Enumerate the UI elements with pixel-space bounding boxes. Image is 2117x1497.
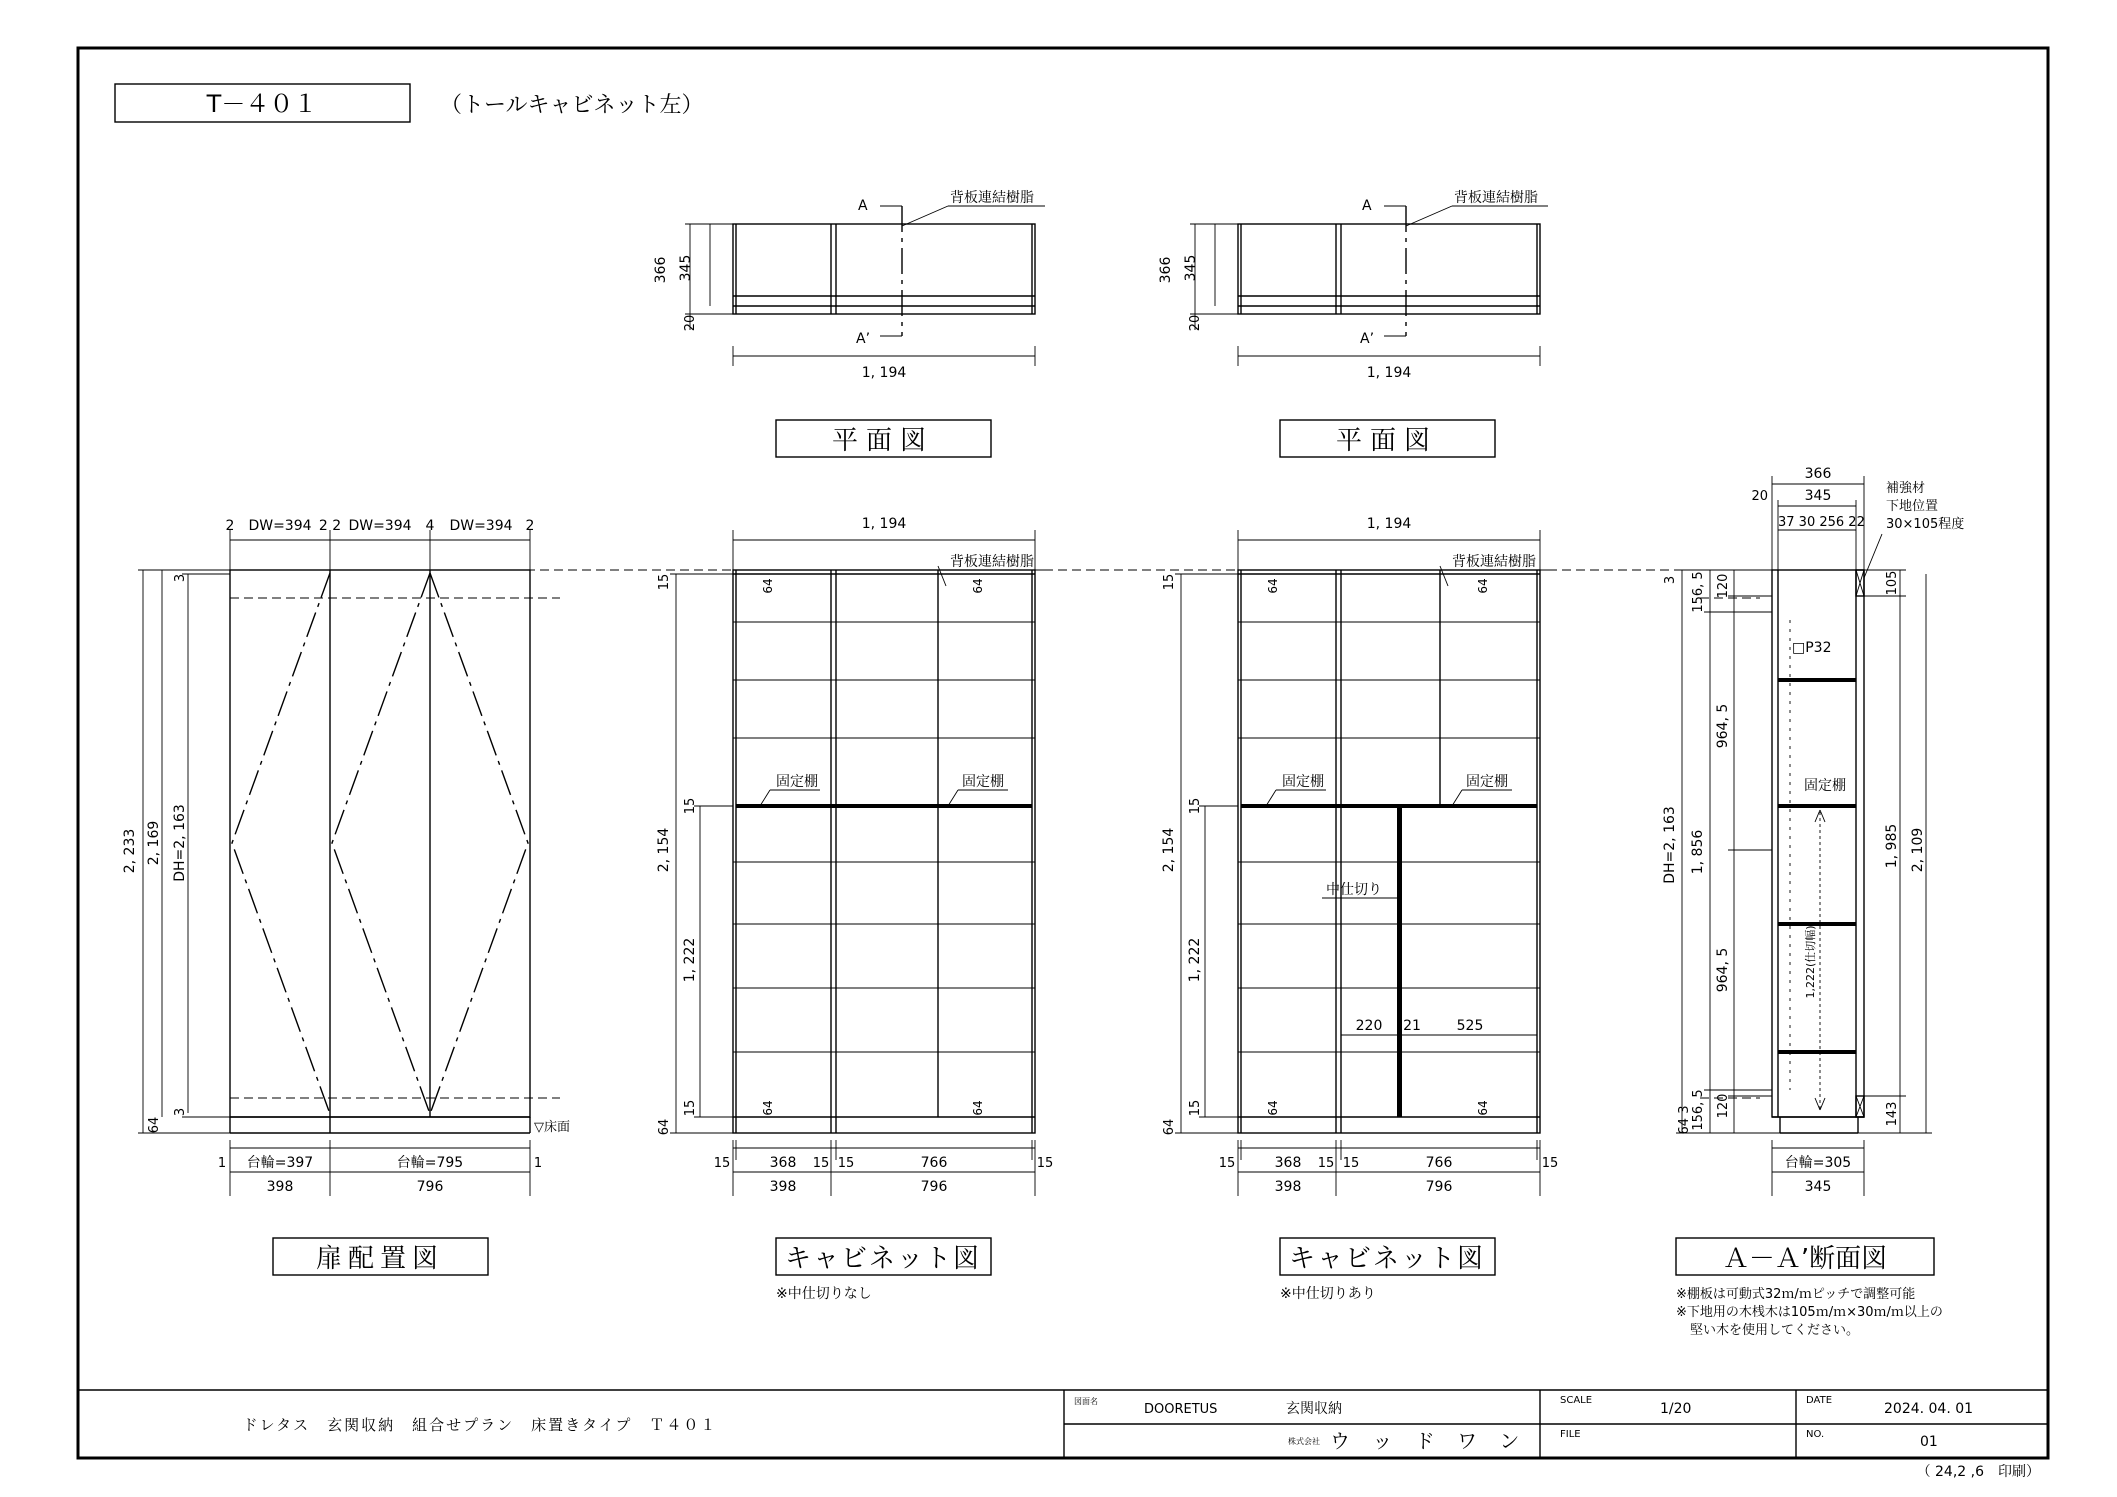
svg-text:220: 220 xyxy=(1355,1018,1383,1034)
section-dimensions xyxy=(1662,466,1964,1196)
svg-text:64: 64 xyxy=(1162,1118,1177,1136)
section-mark-a-prime: A’ xyxy=(856,331,871,347)
section-mark-a: A xyxy=(858,198,868,214)
svg-text:2, 154: 2, 154 xyxy=(1161,827,1177,873)
svg-text:3: 3 xyxy=(1663,575,1678,585)
reinforcement-label-2: 下地位置 xyxy=(1886,499,1939,514)
svg-text:1, 194: 1, 194 xyxy=(1366,516,1412,532)
svg-text:2 2: 2 2 xyxy=(318,518,342,534)
drawing-number: T－４０１ xyxy=(206,90,318,118)
svg-text:64: 64 xyxy=(1266,1100,1280,1116)
svg-text:64: 64 xyxy=(761,1100,775,1116)
height-2169: 2, 169 xyxy=(146,820,162,866)
door-height-dh: DH=2, 163 xyxy=(172,804,188,882)
svg-text:766: 766 xyxy=(920,1155,948,1171)
svg-text:64: 64 xyxy=(1476,578,1490,594)
dw-right: DW=394 xyxy=(449,518,513,534)
svg-text:15: 15 xyxy=(1218,1156,1236,1171)
section-note-3: 堅い木を使用してください。 xyxy=(1690,1323,1860,1338)
door-layout-title: 扉配置図 xyxy=(315,1244,445,1274)
section-note-1: ※棚板は可動式32ｍ/ｍピッチで調整可能 xyxy=(1676,1287,1916,1302)
pitch-label: □P32 xyxy=(1792,640,1832,656)
svg-text:1, 222: 1, 222 xyxy=(682,937,698,983)
svg-text:15: 15 xyxy=(837,1156,855,1171)
svg-text:64: 64 xyxy=(971,1100,985,1116)
drawing-subtitle: （トールキャビネット左） xyxy=(440,93,704,118)
svg-text:64 3: 64 3 xyxy=(1677,1105,1692,1135)
svg-text:15: 15 xyxy=(1036,1156,1054,1171)
cabinet-2-title: キャビネット図 xyxy=(1288,1244,1486,1274)
svg-text:796: 796 xyxy=(416,1179,444,1195)
backboard-label-elev-1: 背板連結樹脂 xyxy=(950,554,1034,570)
fixed-shelf-label-1a: 固定棚 xyxy=(776,774,818,790)
svg-text:398: 398 xyxy=(769,1179,797,1195)
plan-1-title: 平面図 xyxy=(831,426,935,456)
section-note-2: ※下地用の木桟木は105ｍ/ｍ×30ｍ/ｍ以上の xyxy=(1676,1305,1943,1320)
svg-text:21: 21 xyxy=(1403,1018,1421,1034)
svg-text:156, 5: 156, 5 xyxy=(1691,1089,1706,1131)
svg-text:766: 766 xyxy=(1425,1155,1453,1171)
dw-center: DW=394 xyxy=(348,518,412,534)
floor-label: ▽床面 xyxy=(534,1120,570,1135)
section-title: Ａ－Ａ’断面図 xyxy=(1722,1244,1888,1274)
section-mark-a-prime-2: A’ xyxy=(1360,331,1375,347)
svg-text:964, 5: 964, 5 xyxy=(1715,947,1731,993)
plan-2-title: 平面図 xyxy=(1335,426,1439,456)
door-elevation xyxy=(230,570,570,1135)
svg-text:2, 154: 2, 154 xyxy=(656,827,672,873)
fixed-shelf-label-2b: 固定棚 xyxy=(1466,774,1508,790)
product-name: ドレタス 玄関収納 組合せプラン 床置きタイプ Ｔ４０１ xyxy=(242,1416,718,1434)
plan-view-2 xyxy=(1158,189,1548,381)
svg-text:15: 15 xyxy=(713,1156,731,1171)
svg-text:398: 398 xyxy=(1274,1179,1302,1195)
svg-text:1, 194: 1, 194 xyxy=(861,516,907,532)
plan-view-1 xyxy=(653,189,1045,381)
svg-text:台輪=305: 台輪=305 xyxy=(1784,1155,1852,1171)
backboard-label-elev-2: 背板連結樹脂 xyxy=(1452,554,1536,570)
plan-2-plinth: 20 xyxy=(1188,314,1203,332)
height-2233: 2, 233 xyxy=(122,828,138,874)
plan-2-depth-366: 366 xyxy=(1158,256,1174,284)
door-height-dimensions xyxy=(122,570,230,1133)
drawing-name: DOORETUS xyxy=(1144,1402,1218,1417)
svg-text:15: 15 xyxy=(812,1156,830,1171)
door-top-dimensions xyxy=(226,518,535,570)
svg-text:525: 525 xyxy=(1456,1018,1484,1034)
note-partition: ※中仕切りあり xyxy=(1280,1286,1376,1302)
svg-text:1: 1 xyxy=(533,1156,543,1171)
fixed-shelf-label-section: 固定棚 xyxy=(1804,778,1846,794)
svg-text:2: 2 xyxy=(225,518,235,534)
scale-label: SCALE xyxy=(1560,1395,1593,1406)
svg-text:120: 120 xyxy=(1716,573,1731,599)
backboard-label-plan-2: 背板連結樹脂 xyxy=(1454,190,1538,206)
title-block xyxy=(78,1390,2048,1458)
plan-2-depth-345: 345 xyxy=(1183,254,1199,282)
reinforcement-label-1: 補強材 xyxy=(1886,481,1926,496)
no-value: 01 xyxy=(1920,1434,1938,1450)
svg-text:20: 20 xyxy=(1751,489,1768,504)
svg-text:398: 398 xyxy=(266,1179,294,1195)
svg-text:120: 120 xyxy=(1716,1093,1731,1119)
backboard-label-plan-1: 背板連結樹脂 xyxy=(950,190,1034,206)
svg-text:64: 64 xyxy=(657,1118,672,1136)
svg-text:15: 15 xyxy=(657,573,672,591)
svg-text:796: 796 xyxy=(1425,1179,1453,1195)
company-prefix: 株式会社 xyxy=(1288,1437,1320,1446)
printed-date: （ 24,2 ,6 印刷） xyxy=(1916,1464,2040,1480)
scale-value: 1/20 xyxy=(1660,1401,1692,1417)
base-left: 台輪=397 xyxy=(246,1155,314,1171)
fixed-shelf-label-2a: 固定棚 xyxy=(1282,774,1324,790)
svg-text:37 30 256 22: 37 30 256 22 xyxy=(1778,515,1865,530)
note-no-partition: ※中仕切りなし xyxy=(776,1286,872,1302)
date-value: 2024. 04. 01 xyxy=(1884,1401,1974,1417)
svg-text:15: 15 xyxy=(1188,797,1203,815)
svg-text:366: 366 xyxy=(1804,466,1832,482)
category: 玄関収納 xyxy=(1286,1401,1342,1417)
plan-1-depth-366: 366 xyxy=(653,256,669,284)
svg-text:345: 345 xyxy=(1804,488,1832,504)
svg-text:156, 5: 156, 5 xyxy=(1691,571,1706,613)
svg-text:1,222(仕切幅): 1,222(仕切幅) xyxy=(1804,925,1817,999)
cabinet-1-dimensions xyxy=(656,516,1053,1196)
svg-text:964, 5: 964, 5 xyxy=(1715,703,1731,749)
svg-text:64: 64 xyxy=(147,1116,162,1134)
svg-text:15: 15 xyxy=(1188,1099,1203,1117)
svg-text:4: 4 xyxy=(425,518,435,534)
plan-1-width: 1, 194 xyxy=(861,365,907,381)
date-label: DATE xyxy=(1806,1395,1833,1406)
cabinet-2-dimensions xyxy=(1161,516,1558,1196)
mid-partition-label: 中仕切り xyxy=(1326,882,1382,898)
section-view xyxy=(1772,570,1864,1133)
section-dh: DH=2, 163 xyxy=(1662,806,1678,884)
cabinet-1-title: キャビネット図 xyxy=(784,1244,982,1274)
svg-text:3: 3 xyxy=(173,573,188,583)
plan-1-plinth: 20 xyxy=(683,314,698,332)
mid-partition xyxy=(1397,806,1402,1117)
svg-text:64: 64 xyxy=(1266,578,1280,594)
door-bottom-dimensions xyxy=(218,1140,542,1196)
svg-text:3: 3 xyxy=(173,1107,188,1117)
svg-text:15: 15 xyxy=(683,797,698,815)
svg-text:796: 796 xyxy=(920,1179,948,1195)
svg-text:1, 222: 1, 222 xyxy=(1187,937,1203,983)
svg-text:1, 985: 1, 985 xyxy=(1884,823,1900,869)
fixed-shelf-label-1b: 固定棚 xyxy=(962,774,1004,790)
svg-text:368: 368 xyxy=(769,1155,797,1171)
svg-text:1: 1 xyxy=(217,1156,227,1171)
plan-1-depth-345: 345 xyxy=(678,254,694,282)
svg-text:2, 109: 2, 109 xyxy=(1910,827,1926,873)
base-right: 台輪=795 xyxy=(396,1155,464,1171)
svg-text:368: 368 xyxy=(1274,1155,1302,1171)
file-label: FILE xyxy=(1560,1429,1581,1440)
section-mark-a-2: A xyxy=(1362,198,1372,214)
svg-text:15: 15 xyxy=(1541,1156,1559,1171)
svg-text:64: 64 xyxy=(761,578,775,594)
svg-text:15: 15 xyxy=(1162,573,1177,591)
svg-text:64: 64 xyxy=(1476,1100,1490,1116)
svg-text:2: 2 xyxy=(525,518,535,534)
svg-text:15: 15 xyxy=(1342,1156,1360,1171)
svg-text:1, 856: 1, 856 xyxy=(1690,829,1706,875)
svg-text:15: 15 xyxy=(683,1099,698,1117)
no-label: NO. xyxy=(1806,1429,1825,1440)
svg-text:15: 15 xyxy=(1317,1156,1335,1171)
svg-text:143: 143 xyxy=(1885,1101,1900,1127)
drawing-name-label: 図面名 xyxy=(1074,1397,1098,1406)
cabinet-elevation-1 xyxy=(733,553,1045,1133)
svg-text:105: 105 xyxy=(1885,570,1900,596)
plan-2-width: 1, 194 xyxy=(1366,365,1412,381)
svg-text:345: 345 xyxy=(1804,1179,1832,1195)
dw-left: DW=394 xyxy=(248,518,312,534)
company-name: ウ ッ ド ワ ン xyxy=(1330,1429,1528,1453)
cabinet-elevation-2 xyxy=(1238,553,1548,1133)
reinforcement-label-3: 30×105程度 xyxy=(1886,517,1965,532)
svg-text:64: 64 xyxy=(971,578,985,594)
